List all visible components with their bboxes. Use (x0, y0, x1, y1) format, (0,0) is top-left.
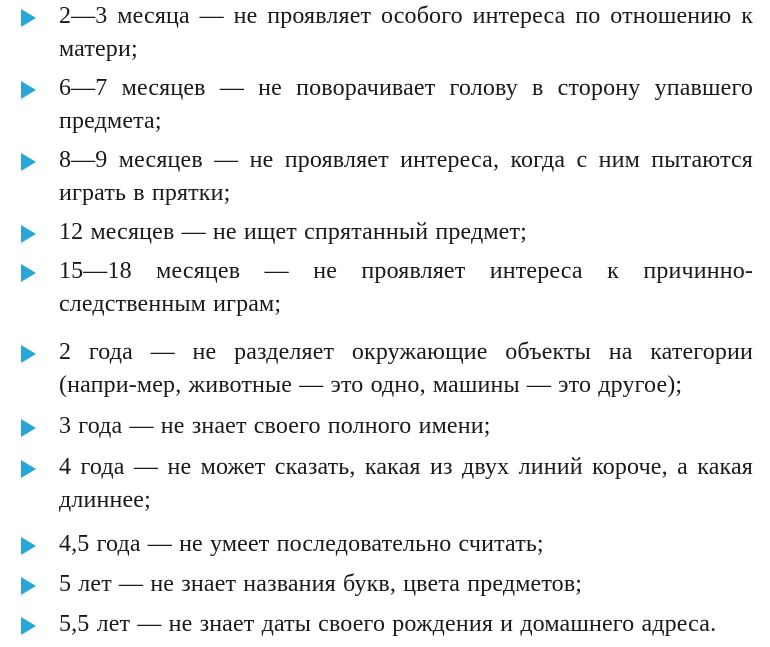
list-item-text: 2 года — не разделяет окружающие объекты на категории (напри-мер, животные — это одно, машины — это другое); (59, 339, 753, 398)
triangle-right-icon (21, 225, 36, 243)
triangle-right-icon (21, 9, 36, 27)
triangle-right-icon (21, 537, 36, 555)
triangle-right-icon (21, 460, 36, 478)
triangle-right-icon (21, 264, 36, 282)
triangle-right-icon (21, 81, 36, 99)
list-item-text: 4 года — не может сказать, какая из двух линий короче, а какая длиннее; (59, 454, 753, 513)
list-item-text: 6—7 месяцев — не поворачивает голову в сторону упавшего предмета; (59, 75, 753, 134)
list-item-text: 5 лет — не знает названия букв, цвета предметов; (59, 571, 583, 597)
list-item-text: 4,5 года — не умеет последовательно считать; (59, 531, 544, 557)
list-item-text: 3 года — не знает своего полного имени; (59, 413, 491, 439)
list-item-text: 15—18 месяцев — не проявляет интереса к причинно-следственным играм; (59, 258, 753, 317)
list-item-text: 2—3 месяца — не проявляет особого интереса по отношению к матери; (59, 3, 753, 62)
list-item-text: 5,5 лет — не знает даты своего рождения и домашнего адреса. (59, 611, 717, 637)
list-item-text: 12 месяцев — не ищет спрятанный предмет; (59, 219, 527, 245)
triangle-right-icon (21, 617, 36, 635)
triangle-right-icon (21, 345, 36, 363)
list-item-text: 8—9 месяцев — не проявляет интереса, когда с ним пытаются играть в прятки; (59, 147, 753, 206)
triangle-right-icon (21, 577, 36, 595)
triangle-right-icon (21, 419, 36, 437)
triangle-right-icon (21, 153, 36, 171)
